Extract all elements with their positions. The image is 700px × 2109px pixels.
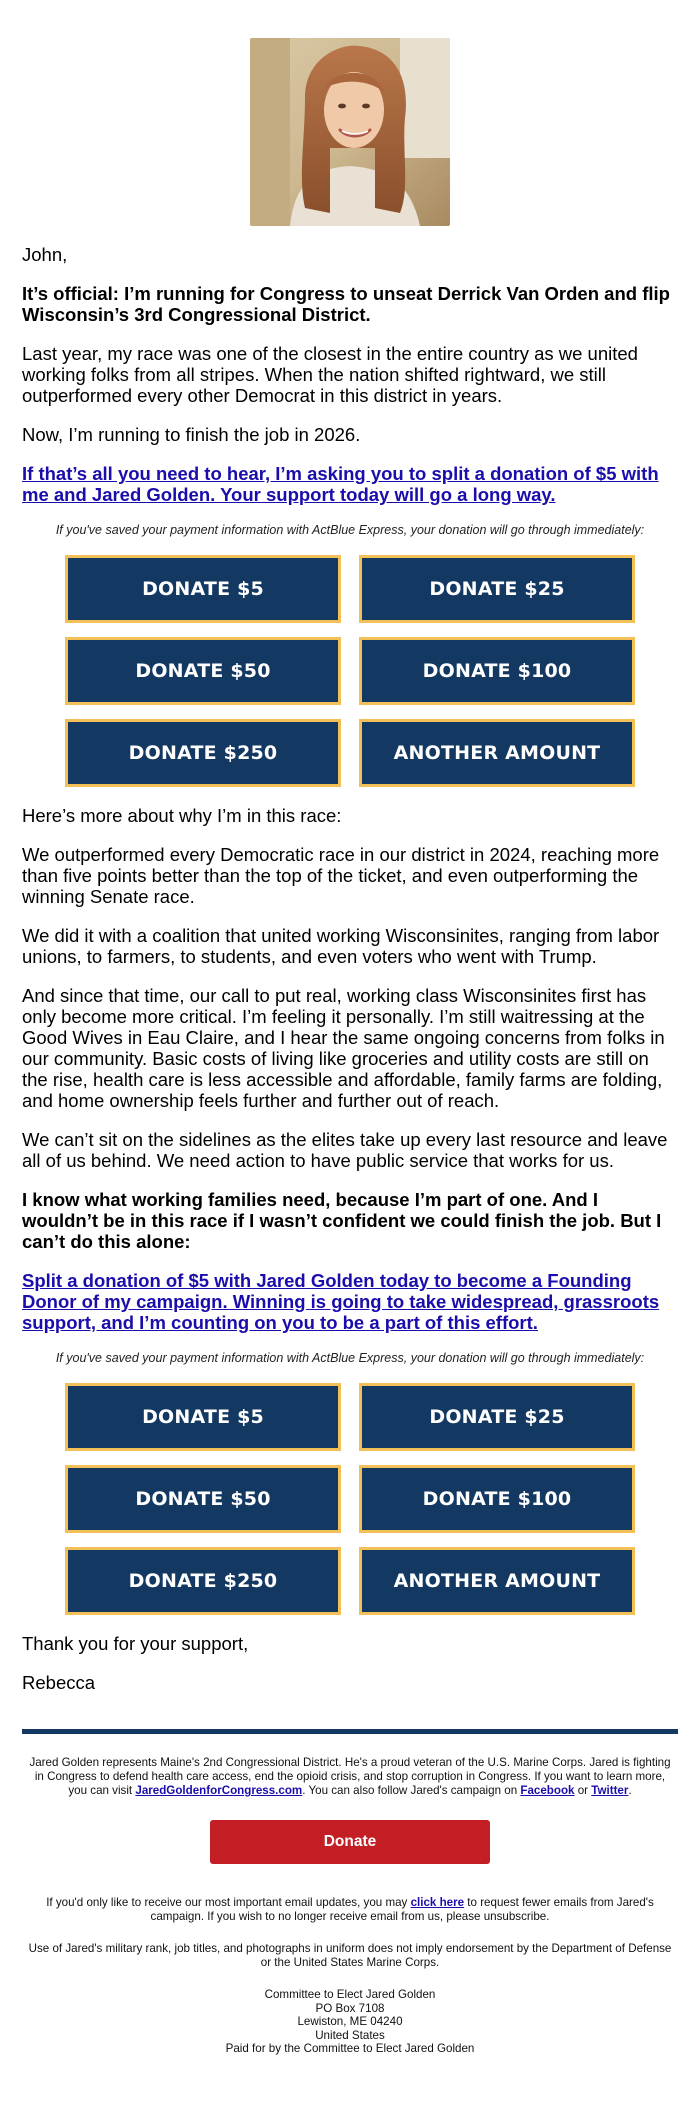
paragraph-3: Here’s more about why I’m in this race: <box>22 805 342 826</box>
facebook-link[interactable]: Facebook <box>520 1784 575 1797</box>
actblue-note-2: If you've saved your payment information with ActBlue Express, your donation will go through immediately: <box>55 1351 645 1365</box>
greeting: John, <box>22 244 68 265</box>
address-line-pobox: PO Box 7108 <box>315 2001 385 2015</box>
donate-50-button[interactable]: DONATE $50 <box>65 1465 341 1533</box>
footer-divider <box>22 1729 678 1734</box>
donate-25-button[interactable]: DONATE $25 <box>359 555 635 623</box>
donate-5-button[interactable]: DONATE $5 <box>65 1383 341 1451</box>
bio-text-end: . <box>628 1784 632 1797</box>
paragraph-1: Last year, my race was one of the closest in the entire country as we united working folks from all stripes. When the nation shifted rightward, we still outperformed every other Democrat in this district in years. <box>22 343 638 406</box>
candidate-photo <box>250 38 450 226</box>
donate-250-button[interactable]: DONATE $250 <box>65 1547 341 1615</box>
donate-100-button[interactable]: DONATE $100 <box>359 637 635 705</box>
paid-for-by: Paid for by the Committee to Elect Jared Golden <box>225 2042 475 2056</box>
donate-50-button[interactable]: DONATE $50 <box>65 637 341 705</box>
footer-donate-button[interactable]: Donate <box>210 1820 490 1864</box>
address-line-committee: Committee to Elect Jared Golden <box>264 1988 436 2001</box>
site-link[interactable]: JaredGoldenforCongress.com <box>135 1784 303 1797</box>
donate-100-button[interactable]: DONATE $100 <box>359 1465 635 1533</box>
headline: It’s official: I’m running for Congress to unseat Derrick Van Orden and flip Wisconsin’s 3rd Congressional District. <box>22 283 670 325</box>
prefs-text-1: If you'd only like to receive our most important email updates, you may <box>46 1896 411 1909</box>
bio-text-or: or <box>574 1784 592 1797</box>
footer-bio <box>26 1756 674 1798</box>
donate-25-button[interactable]: DONATE $25 <box>359 1383 635 1451</box>
donate-grid-2 <box>22 1383 678 1615</box>
email-body <box>22 0 678 2056</box>
address-line-country: United States <box>315 2028 385 2042</box>
cta-link-2[interactable]: Split a donation of $5 with Jared Golden today to become a Founding Donor of my campaign. Winning is going to take widespread, grassroots support, and I’m counting on you to be a part of this effort. <box>22 1270 660 1333</box>
footer-preferences <box>22 1896 678 1924</box>
paragraph-7: We can’t sit on the sidelines as the elites take up every last resource and leave all of us behind. We need action to have public service that works for us. <box>22 1129 668 1171</box>
closing: Thank you for your support, <box>22 1633 249 1654</box>
donate-grid-1 <box>22 555 678 787</box>
footer-disclaimer: Use of Jared's military rank, job titles, and photographs in uniform does not imply endorsement by the Department of Defense or the United States Marine Corps. <box>28 1942 672 1969</box>
cta-link-1[interactable]: If that’s all you need to hear, I’m asking you to split a donation of $5 with me and Jared Golden. Your support today will go a long way. <box>22 463 659 505</box>
bio-text-1: Jared Golden represents Maine's 2nd Congressional District. He's a proud veteran of the U.S. Marine Corps. Jared is fighting in Congress to defend health care access, end the opioid crisis, and stop corruption in Congress. If you want to learn more, you can visit <box>29 1756 671 1797</box>
paragraph-6: And since that time, our call to put real, working class Wisconsinites first has only become more critical. I’m feeling it personally. I’m still waitressing at the Good Wives in Eau Claire, and I hear the same ongoing concerns from folks in our community. Basic costs of living like groceries and utility costs are still on the rise, health care is less accessible and affordable, family farms are folding, and home ownership feels further and further out of reach. <box>22 985 665 1111</box>
another-amount-button[interactable]: ANOTHER AMOUNT <box>359 1547 635 1615</box>
signature: Rebecca <box>22 1672 96 1693</box>
click-here-link[interactable]: click here <box>410 1896 465 1909</box>
twitter-link[interactable]: Twitter <box>591 1784 629 1797</box>
actblue-note: If you've saved your payment information with ActBlue Express, your donation will go through immediately: <box>55 523 645 537</box>
donate-5-button[interactable]: DONATE $5 <box>65 555 341 623</box>
paragraph-4: We outperformed every Democratic race in our district in 2024, reaching more than five points better than the top of the ticket, and even outperforming the winning Senate race. <box>22 844 660 907</box>
address-line-city: Lewiston, ME 04240 <box>297 2015 403 2029</box>
prefs-text-2: to request fewer emails from Jared's campaign. If you wish to no longer receive email from us, please unsubscribe. <box>150 1896 654 1923</box>
paragraph-5: We did it with a coalition that united working Wisconsinites, ranging from labor unions, to farmers, to students, and even voters who went with Trump. <box>22 925 660 967</box>
footer-address <box>22 1988 678 2056</box>
bio-text-2: . You can also follow Jared's campaign on <box>302 1784 521 1797</box>
donate-250-button[interactable]: DONATE $250 <box>65 719 341 787</box>
bold-statement: I know what working families need, because I’m part of one. And I wouldn’t be in this race if I wasn’t confident we could finish the job. But I can’t do this alone: <box>22 1189 662 1252</box>
another-amount-button[interactable]: ANOTHER AMOUNT <box>359 719 635 787</box>
paragraph-2: Now, I’m running to finish the job in 2026. <box>22 424 361 445</box>
